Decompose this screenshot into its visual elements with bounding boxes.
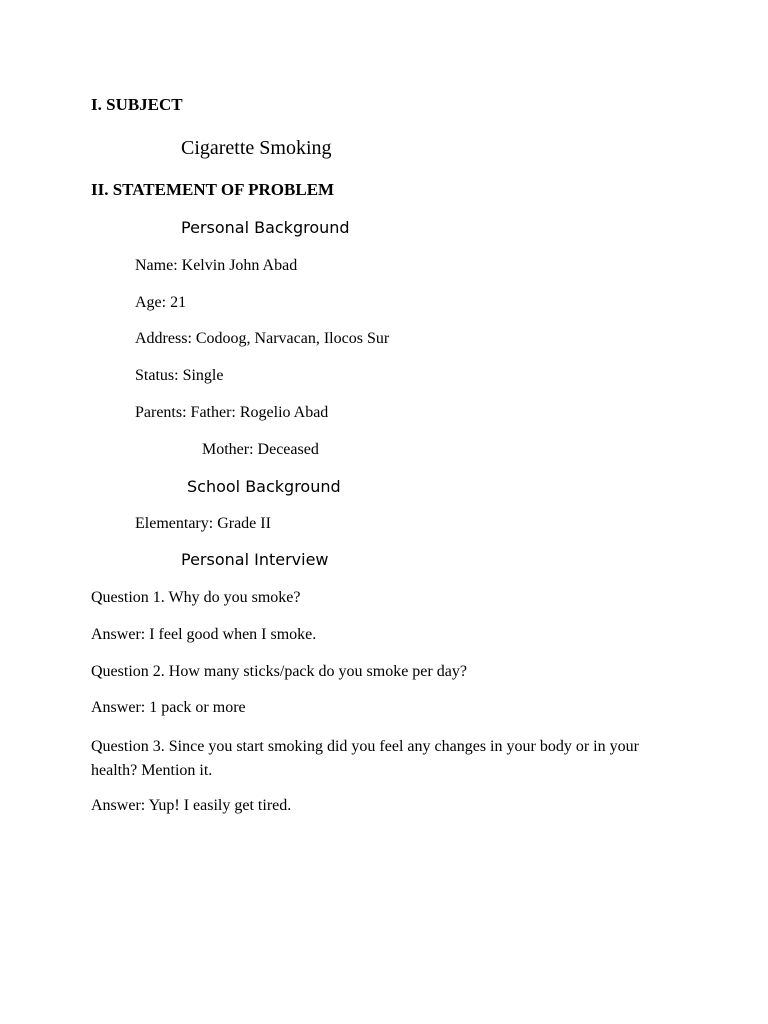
elementary-line: Elementary: Grade II [135, 515, 271, 532]
school-background-heading: School Background [187, 477, 341, 496]
mother-line: Mother: Deceased [202, 441, 319, 458]
question-2: Question 2. How many sticks/pack do you smoke per day? [91, 663, 467, 680]
answer-1: Answer: I feel good when I smoke. [91, 626, 317, 643]
answer-3: Answer: Yup! I easily get tired. [91, 797, 292, 814]
subject-title: Cigarette Smoking [181, 137, 332, 159]
section-problem-heading: II. STATEMENT OF PROBLEM [91, 180, 335, 199]
question-1: Question 1. Why do you smoke? [91, 589, 301, 606]
section-subject-heading: I. SUBJECT [91, 95, 183, 114]
status-line: Status: Single [135, 367, 224, 384]
personal-background-heading: Personal Background [181, 218, 350, 237]
father-line: Parents: Father: Rogelio Abad [135, 404, 329, 421]
address-line: Address: Codoog, Narvacan, Ilocos Sur [135, 330, 390, 347]
question-3: Question 3. Since you start smoking did you feel any changes in your body or in your health? Mention it. [91, 738, 639, 779]
answer-2: Answer: 1 pack or more [91, 699, 246, 716]
personal-interview-heading: Personal Interview [181, 550, 329, 569]
age-line: Age: 21 [135, 294, 187, 311]
name-line: Name: Kelvin John Abad [135, 257, 298, 274]
